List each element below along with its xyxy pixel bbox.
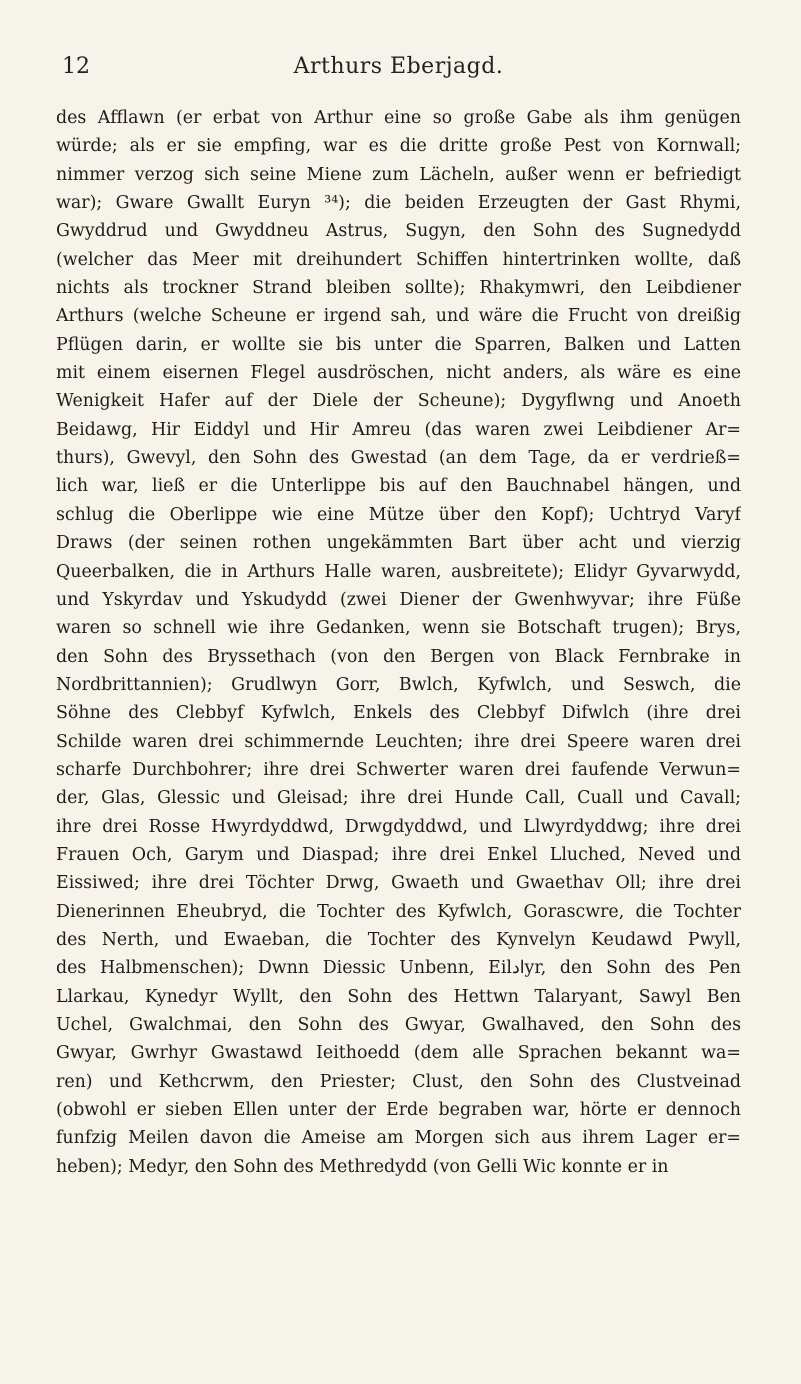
text-line: ren) und Kethcrwm, den Priester; Clust, den Sohn des Clustveinad [56, 1071, 741, 1092]
text-line: funfzig Meilen davon die Ameise am Morgen sich aus ihrem Lager er= [56, 1128, 741, 1149]
text-line: Schilde waren drei schimmernde Leuchten; ihre drei Speere waren drei [56, 731, 741, 752]
text-line: Dienerinnen Eheubryd, die Tochter des Kyfwlch, Gorascwre, die Tochter [56, 901, 741, 922]
text-line: Frauen Och, Garym und Diaspad; ihre drei Enkel Lluched, Neved und [56, 844, 741, 865]
body-text [56, 104, 741, 1181]
text-line: den Sohn des Bryssethach (von den Bergen von Black Fernbrake in [56, 646, 741, 667]
text-line: schlug die Oberlippe wie eine Mütze über den Kopf); Uchtryd Varyf [56, 504, 741, 525]
text-line: (welcher das Meer mit dreihundert Schiffen hintertrinken wollte, daß [56, 249, 741, 270]
page-number: 12 [62, 54, 90, 79]
text-line: waren so schnell wie ihre Gedanken, wenn sie Botschaft trugen); Brys, [56, 618, 741, 639]
text-line: mit einem eisernen Flegel ausdröschen, nicht anders, als wäre es eine [56, 363, 741, 384]
text-line: Wenigkeit Hafer auf der Diele der Scheune); Dygyflwng und Anoeth [56, 391, 741, 412]
text-line: würde; als er sie empfing, war es die dritte große Pest von Kornwall; [56, 136, 741, 157]
text-line: Pflügen darin, er wollte sie bis unter die Sparren, Balken und Latten [56, 334, 741, 355]
page-header [56, 52, 741, 86]
text-line: Gwyddrud und Gwyddneu Astrus, Sugyn, den Sohn des Sugnedydd [56, 221, 741, 242]
text-line: Nordbrittannien); Grudlwyn Gorr, Bwlch, Kyfwlch, und Seswch, die [56, 674, 741, 695]
text-line: und Yskyrdav und Yskudydd (zwei Diener der Gwenhwyvar; ihre Füße [56, 589, 741, 610]
text-line: war); Gware Gwallt Euryn ³⁴); die beiden Erzeugten der Gast Rhymi, [56, 193, 741, 214]
text-line: Draws (der seinen rothen ungekämmten Bart über acht und vierzig [56, 533, 741, 554]
text-line: Eissiwed; ihre drei Töchter Drwg, Gwaeth und Gwaethav Oll; ihre drei [56, 873, 741, 894]
text-line: des Halbmenschen); Dwnn Diessic Unbenn, Eilادyr, den Sohn des Pen [56, 958, 741, 979]
text-line: (obwohl er sieben Ellen unter der Erde begraben war, hörte er dennoch [56, 1100, 741, 1121]
text-line: Arthurs (welche Scheune er irgend sah, und wäre die Frucht von dreißig [56, 306, 741, 327]
text-line: Llarkau, Kynedyr Wyllt, den Sohn des Hettwn Talaryant, Sawyl Ben [56, 986, 741, 1007]
text-line: ihre drei Rosse Hwyrdyddwd, Drwgdyddwd, und Llwyrdyddwg; ihre drei [56, 816, 741, 837]
text-line: nimmer verzog sich seine Miene zum Lächeln, außer wenn er befriedigt [56, 164, 741, 185]
text-line: nichts als trockner Strand bleiben sollte); Rhakymwri, den Leibdiener [56, 278, 741, 299]
text-line: scharfe Durchbohrer; ihre drei Schwerter waren drei faufende Verwun= [56, 759, 741, 780]
text-line: Queerbalken, die in Arthurs Halle waren, ausbreitete); Elidyr Gyvarwydd, [56, 561, 741, 582]
text-line: des Nerth, und Ewaeban, die Tochter des Kynvelyn Keudawd Pwyll, [56, 929, 741, 950]
running-title: Arthurs Eberjagd. [293, 54, 504, 79]
text-line: heben); Medyr, den Sohn des Methredydd (von Gelli Wic konnte er in [56, 1156, 669, 1177]
text-line: Uchel, Gwalchmai, den Sohn des Gwyar, Gwalhaved, den Sohn des [56, 1015, 741, 1035]
text-line: des Afflawn (er erbat von Arthur eine so große Gabe als ihm genügen [56, 108, 741, 128]
text-line: der, Glas, Glessic und Gleisad; ihre drei Hunde Call, Cuall und Cavall; [56, 788, 741, 809]
text-line: lich war, ließ er die Unterlippe bis auf den Bauchnabel hängen, und [56, 476, 741, 497]
text-line: Beidawg, Hir Eiddyl und Hir Amreu (das waren zwei Leibdiener Ar= [56, 419, 741, 440]
text-line: thurs), Gwevyl, den Sohn des Gwestad (an dem Tage, da er verdrieß= [56, 448, 741, 469]
text-line: Söhne des Clebbyf Kyfwlch, Enkels des Clebbyf Difwlch (ihre drei [56, 703, 741, 724]
text-line: Gwyar, Gwrhyr Gwastawd Ieithoedd (dem alle Sprachen bekannt wa= [56, 1043, 741, 1064]
